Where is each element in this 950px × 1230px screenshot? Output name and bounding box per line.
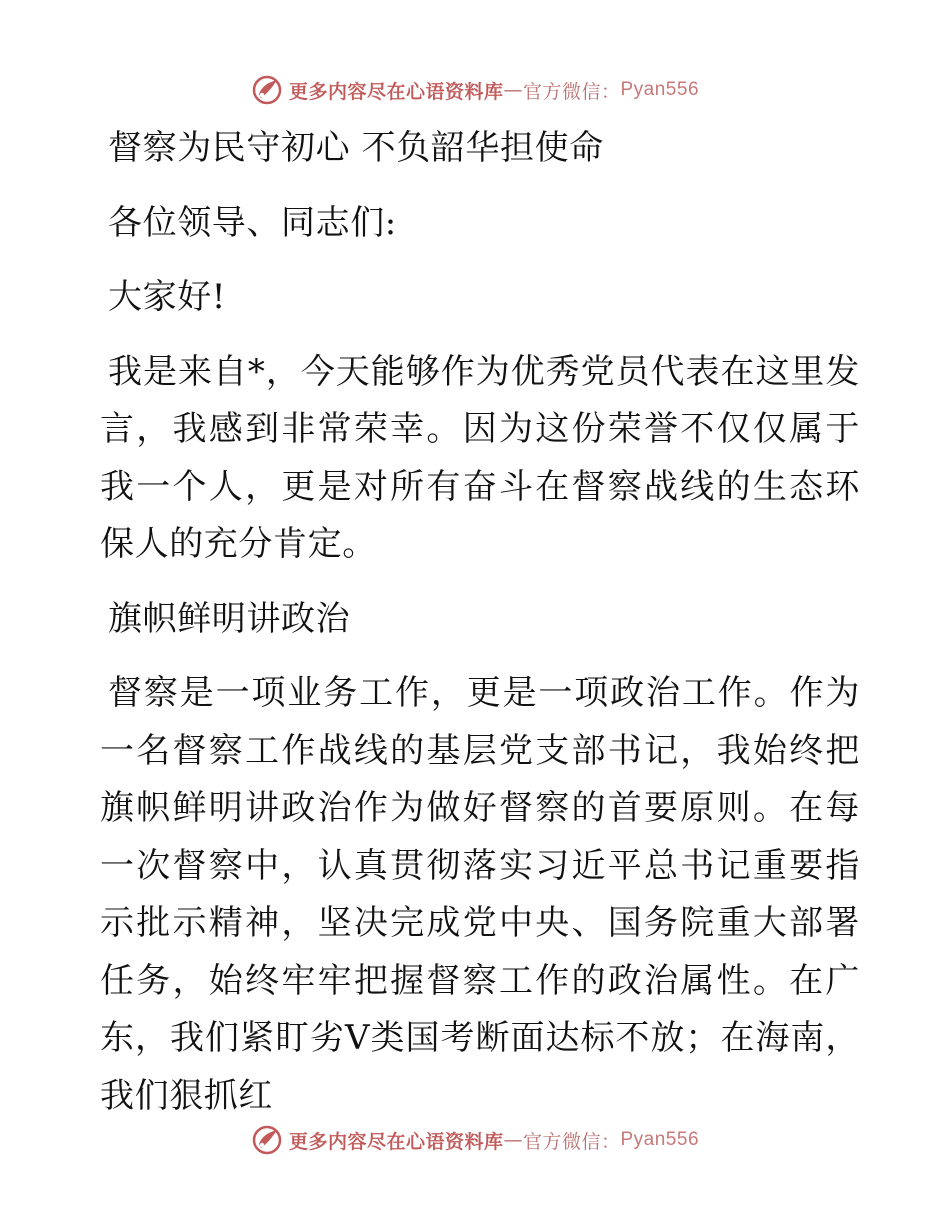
brand-logo-icon (251, 1124, 283, 1156)
watermark-text: 更多内容尽在心语资料库 (288, 1130, 504, 1153)
paragraph-politics: 督察是一项业务工作，更是一项政治工作。作为一名督察工作战线的基层党支部书记，我始终把旗帜鲜明讲政治作为做好督察的首要原则。在每一次督察中，认真贯彻落实习近平总书记重要指示批示精神，坚决完成党中央、国务院重大部署任务，始终牢牢把握督察工作的政治属性。在广东，我们紧盯劣Ⅴ类国考断面达标不放；在海南，我们狠抓红 (100, 673, 860, 1116)
watermark-text: 更多内容尽在心语资料库 (288, 80, 504, 103)
watermark-label: 官方微信： (522, 80, 621, 103)
watermark-footer (0, 1122, 950, 1158)
section-heading: 旗帜鲜明讲政治 (108, 598, 351, 639)
watermark-header (0, 72, 950, 108)
salutation: 各位领导、同志们: (108, 202, 397, 243)
watermark-wechat-id: Pyan556 (620, 1129, 700, 1150)
brand-logo-icon (251, 74, 283, 106)
document-title: 督察为民守初心 不负韶华担使命 (108, 128, 604, 168)
document-body (100, 120, 860, 1142)
watermark-label: 官方微信： (522, 1130, 621, 1153)
greeting: 大家好! (108, 277, 227, 317)
watermark-dash: — (503, 1129, 523, 1151)
watermark-wechat-id: Pyan556 (620, 79, 700, 100)
paragraph-intro: 我是来自*，今天能够作为优秀党员代表在这里发言，我感到非常荣幸。因为这份荣誉不仅仅属于我一个人，更是对所有奋斗在督察战线的生态环保人的充分肯定。 (100, 351, 860, 564)
watermark-dash: — (503, 79, 523, 101)
